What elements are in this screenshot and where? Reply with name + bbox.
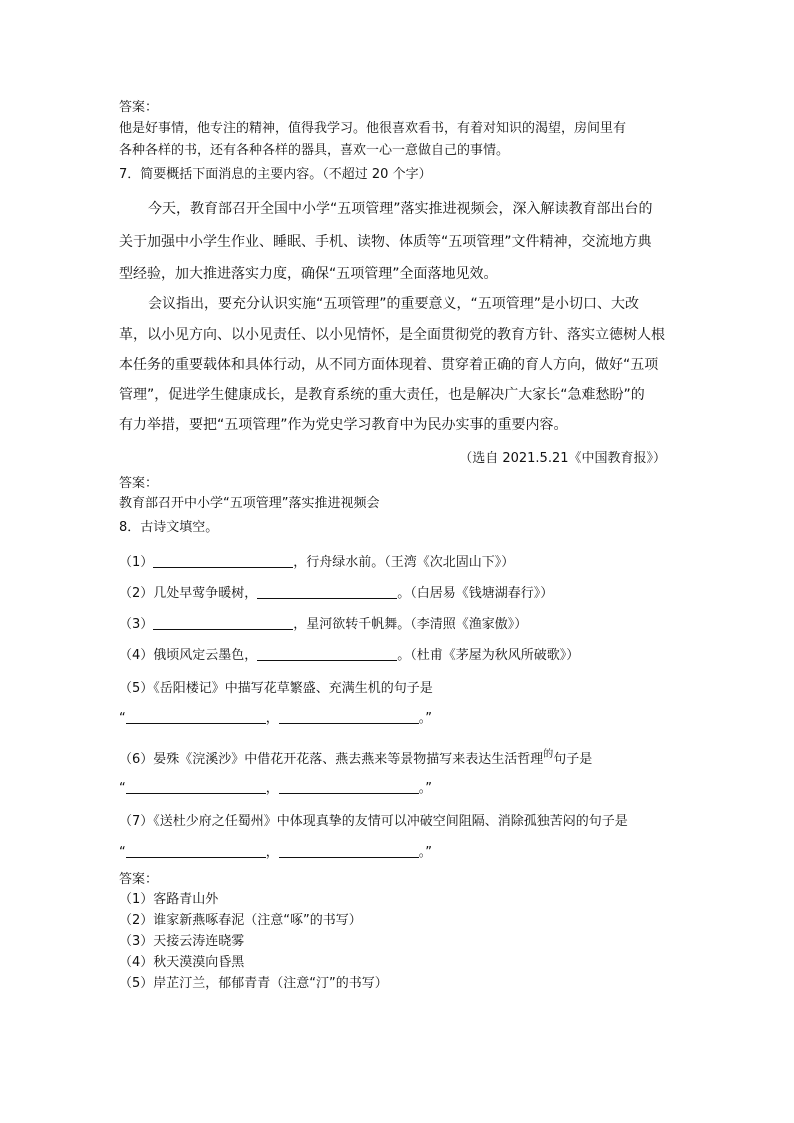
fill-blank[interactable] xyxy=(126,843,266,858)
fill-blank[interactable] xyxy=(153,553,293,568)
q7-para2-line-1: 会议指出，要充分认识实施“五项管理”的重要意义，“五项管理”是小切口、大改 xyxy=(148,296,640,312)
q8-item-1: （1） ，行舟绿水前。（王湾《次北固山下》） xyxy=(119,555,515,570)
q6-answer-line-2: 各种各样的书，还有各种各样的器具，喜欢一心一意做自己的事情。 xyxy=(119,143,510,158)
q6-answer-line-1: 他是好事情，他专注的精神，值得我学习。他很喜欢看书，有着对知识的渴望，房间里有 xyxy=(119,121,627,136)
answer-label: 答案： xyxy=(119,100,159,115)
q8-item-7-prompt: （7）《送杜少府之任蜀州》中体现真挚的友情可以冲破空间阻隔、消除孤独苦闷的句子是 xyxy=(119,814,628,829)
q8-item-3: （3） ，星河欲转千帆舞。（李清照《渔家傲》） xyxy=(119,617,528,632)
fill-blank[interactable] xyxy=(257,584,397,599)
q7-source-citation: （选自 2021.5.21《中国教育报》） xyxy=(459,451,666,466)
q7-answer: 教育部召开中小学“五项管理”落实推进视频会 xyxy=(119,496,380,511)
q8-item-6-prompt: （6）晏殊《浣溪沙》中借花开花落、燕去燕来等景物描写来表达生活哲理$^的$句子是 xyxy=(119,749,593,767)
q8-item-5-blanks: “ ， 。” xyxy=(119,711,433,726)
fill-blank[interactable] xyxy=(126,709,266,724)
q8-title: 8．古诗文填空。 xyxy=(119,520,219,535)
q7-title: 7．简要概括下面消息的主要内容。（不超过 20 个字） xyxy=(119,167,432,182)
q8-item-2: （2）几处早莺争暖树， 。（白居易《钱塘湖春行》） xyxy=(119,586,554,601)
q8-answer-3: （3）天接云涛连晓雾 xyxy=(119,934,245,949)
fill-blank[interactable] xyxy=(126,779,266,794)
q7-para2-line-5: 有力举措，要把“五项管理”作为党史学习教育中为民办实事的重要内容。 xyxy=(119,417,568,433)
q7-para2-line-3: 本任务的重要载体和具体行动，从不同方面体现着、贯穿着正确的育人方向，做好“五项 xyxy=(119,357,659,373)
answer-label: 答案： xyxy=(119,872,159,887)
q8-answer-5: （5）岸芷汀兰，郁郁青青（注意“汀”的书写） xyxy=(119,976,388,991)
q7-para1-line-1: 今天，教育部召开全国中小学“五项管理”落实推进视频会，深入解读教育部出台的 xyxy=(148,201,653,217)
fill-blank[interactable] xyxy=(153,615,293,630)
q7-para2-line-2: 革，以小见方向、以小见责任、以小见情怀，是全面贯彻党的教育方针、落实立德树人根 xyxy=(119,327,665,343)
q7-para1-line-2: 关于加强中小学生作业、睡眠、手机、读物、体质等“五项管理”文件精神，交流地方典 xyxy=(119,234,652,250)
fill-blank[interactable] xyxy=(257,646,397,661)
q8-item-7-blanks: “ ， 。” xyxy=(119,845,433,860)
fill-blank[interactable] xyxy=(279,709,419,724)
q8-answer-2: （2）谁家新燕啄春泥（注意“啄”的书写） xyxy=(119,913,362,928)
q8-item-4: （4）俄顷风定云墨色， 。（杜甫《茅屋为秋风所破歌》） xyxy=(119,648,580,663)
q7-para2-line-4: 管理”，促进学生健康成长，是教育系统的重大责任，也是解决广大家长“急难愁盼”的 xyxy=(119,387,645,403)
q8-item-6-blanks: “ ， 。” xyxy=(119,781,433,796)
q8-answer-4: （4）秋天漠漠向昏黑 xyxy=(119,955,245,970)
fill-blank[interactable] xyxy=(279,779,419,794)
q8-item-5-prompt: （5）《岳阳楼记》中描写花草繁盛、充满生机的句子是 xyxy=(119,681,433,696)
fill-blank[interactable] xyxy=(279,843,419,858)
q8-answer-1: （1）客路青山外 xyxy=(119,892,219,907)
answer-label: 答案： xyxy=(119,476,159,491)
q7-para1-line-3: 型经验，加大推进落实力度，确保“五项管理”全面落地见效。 xyxy=(119,266,498,282)
